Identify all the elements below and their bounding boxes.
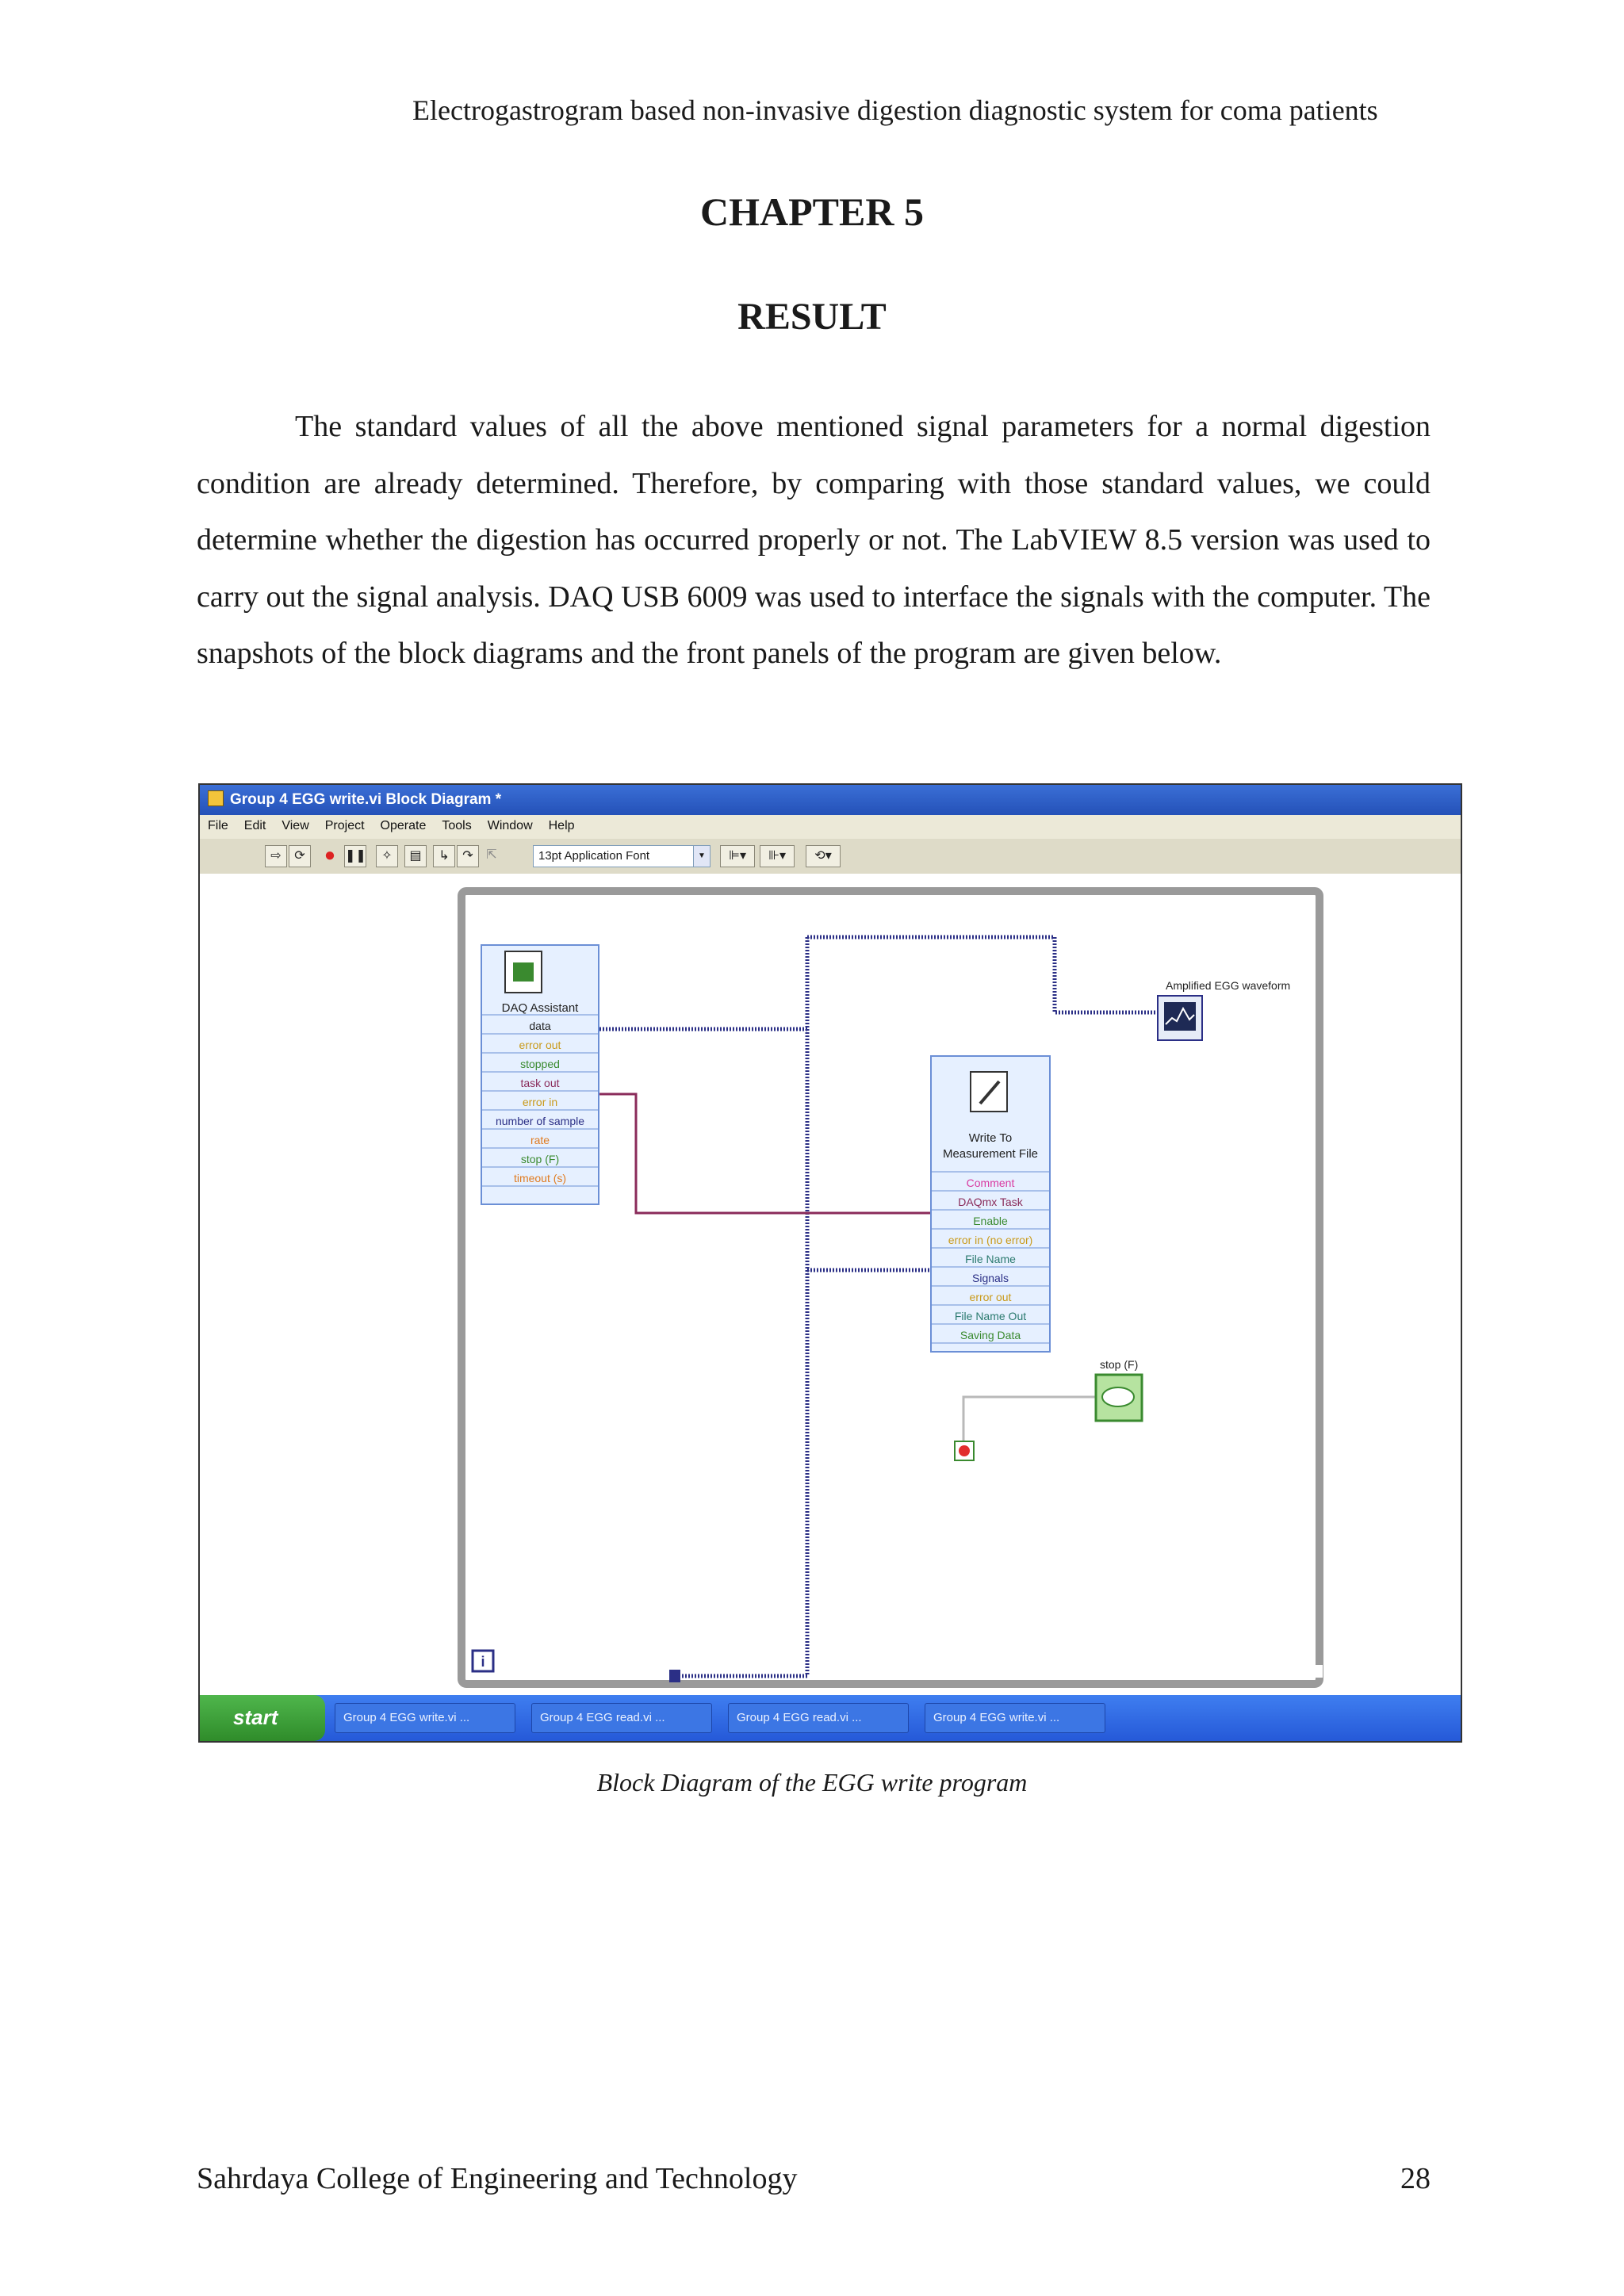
write-terminal-daqmx-task: DAQmx Task <box>958 1196 1023 1208</box>
daq-terminal-timeout: timeout (s) <box>513 1172 567 1184</box>
reorder-icon[interactable]: ⟲▾ <box>806 845 841 867</box>
menu-project[interactable]: Project <box>324 819 365 832</box>
graph-label: Amplified EGG waveform <box>1166 979 1291 992</box>
loop-condition-icon[interactable] <box>955 1441 974 1460</box>
start-label: start <box>233 1705 278 1729</box>
menu-edit[interactable]: Edit <box>243 819 266 832</box>
daq-node-title: DAQ Assistant <box>501 1001 579 1015</box>
daq-terminal-stop: stop (F) <box>520 1153 560 1165</box>
footer-institution: Sahrdaya College of Engineering and Technology <box>197 2162 798 2195</box>
running-header: Electrogastrogram based non-invasive digestion diagnostic system for coma patients <box>412 94 1378 126</box>
taskbar-item[interactable]: Group 4 EGG read.vi ... <box>531 1703 712 1733</box>
waveform-graph-icon[interactable] <box>1158 996 1202 1040</box>
wire-bend-point <box>669 1670 680 1682</box>
write-terminal-saving-data: Saving Data <box>959 1329 1021 1341</box>
distribute-objects-icon[interactable]: ⊪▾ <box>760 845 795 867</box>
write-terminal-enable: Enable <box>973 1215 1008 1227</box>
while-loop-corner-gap <box>1313 1665 1323 1678</box>
write-terminal-error-in: error in (no error) <box>948 1234 1033 1246</box>
write-terminal-comment: Comment <box>966 1177 1015 1189</box>
stop-button-terminal[interactable] <box>1096 1375 1142 1421</box>
pause-icon[interactable]: ❚❚ <box>344 845 366 867</box>
step-over-icon[interactable]: ↷ <box>457 845 479 867</box>
menu-help[interactable]: Help <box>548 819 575 832</box>
toolbar <box>200 839 1461 874</box>
run-continuously-icon[interactable]: ⟳ <box>289 845 311 867</box>
taskbar <box>200 1695 1461 1741</box>
write-node-title-line2: Measurement File <box>942 1147 1039 1161</box>
write-terminal-file-name: File Name <box>965 1253 1016 1265</box>
iteration-terminal-label: i <box>481 1654 485 1670</box>
menu-operate[interactable]: Operate <box>380 819 427 832</box>
page-number: 28 <box>1400 2162 1431 2195</box>
labview-screenshot <box>198 783 1462 1743</box>
menu-bar <box>200 815 1461 839</box>
menu-view[interactable]: View <box>282 819 309 832</box>
font-selector[interactable] <box>533 845 710 867</box>
taskbar-item[interactable]: Group 4 EGG read.vi ... <box>728 1703 909 1733</box>
highlight-execution-icon[interactable]: ✧ <box>376 845 398 867</box>
daq-terminal-task-out: task out <box>520 1077 560 1089</box>
chapter-number: CHAPTER 5 <box>700 189 924 234</box>
daq-terminal-data: data <box>529 1020 551 1032</box>
window-titlebar <box>200 785 1461 815</box>
daq-terminal-error-in: error in <box>522 1096 558 1108</box>
align-objects-icon[interactable]: ⊫▾ <box>720 845 755 867</box>
dynamic-data-wire[interactable] <box>599 937 1158 1676</box>
step-into-icon[interactable]: ↳ <box>433 845 455 867</box>
window-title: Group 4 EGG write.vi Block Diagram * <box>230 791 502 808</box>
chevron-down-icon: ▼ <box>693 846 710 867</box>
body-paragraph: The standard values of all the above mentioned signal parameters for a normal digestion condition are already determined. Therefore, by comparing with those standard values, we could determine whether the digestion has occurred properly or not. The LabVIEW 8.5 version was used to carry out the signal analysis. DAQ USB 6009 was used to interface the signals with the computer. The snapshots of the block diagrams and the front panels of the program are given below. <box>197 410 1431 670</box>
retain-wire-values-icon[interactable]: ▤ <box>404 845 427 867</box>
write-terminal-error-out: error out <box>969 1291 1012 1303</box>
menu-file[interactable]: File <box>208 819 228 832</box>
chapter-title: RESULT <box>737 296 887 338</box>
task-wire[interactable] <box>599 1094 931 1213</box>
labview-app-icon <box>208 790 224 806</box>
taskbar-item[interactable]: Group 4 EGG write.vi ... <box>335 1703 515 1733</box>
write-terminal-file-name-out: File Name Out <box>954 1310 1027 1322</box>
figure-caption: Block Diagram of the EGG write program <box>596 1768 1028 1797</box>
daq-terminal-rate: rate <box>530 1134 550 1146</box>
write-terminal-signals: Signals <box>972 1272 1009 1284</box>
menu-window[interactable]: Window <box>487 819 533 832</box>
daq-terminal-stopped: stopped <box>520 1058 560 1070</box>
font-selector-value: 13pt Application Font <box>538 849 650 863</box>
stop-label: stop (F) <box>1100 1358 1139 1371</box>
stop-wire[interactable] <box>963 1397 1096 1451</box>
start-button[interactable] <box>200 1695 325 1741</box>
daq-assistant-icon-inner <box>513 962 534 982</box>
taskbar-item[interactable]: Group 4 EGG write.vi ... <box>925 1703 1105 1733</box>
menu-tools[interactable]: Tools <box>442 819 472 832</box>
block-diagram-canvas[interactable] <box>200 874 1461 1694</box>
abort-icon[interactable]: ● <box>324 844 336 866</box>
daq-terminal-number-of-sample: number of sample <box>495 1115 585 1127</box>
step-out-icon[interactable]: ⇱ <box>486 848 497 862</box>
run-arrow-icon[interactable]: ⇨ <box>265 845 287 867</box>
daq-terminal-error-out: error out <box>519 1039 561 1051</box>
write-node-title-line1: Write To <box>968 1131 1013 1145</box>
